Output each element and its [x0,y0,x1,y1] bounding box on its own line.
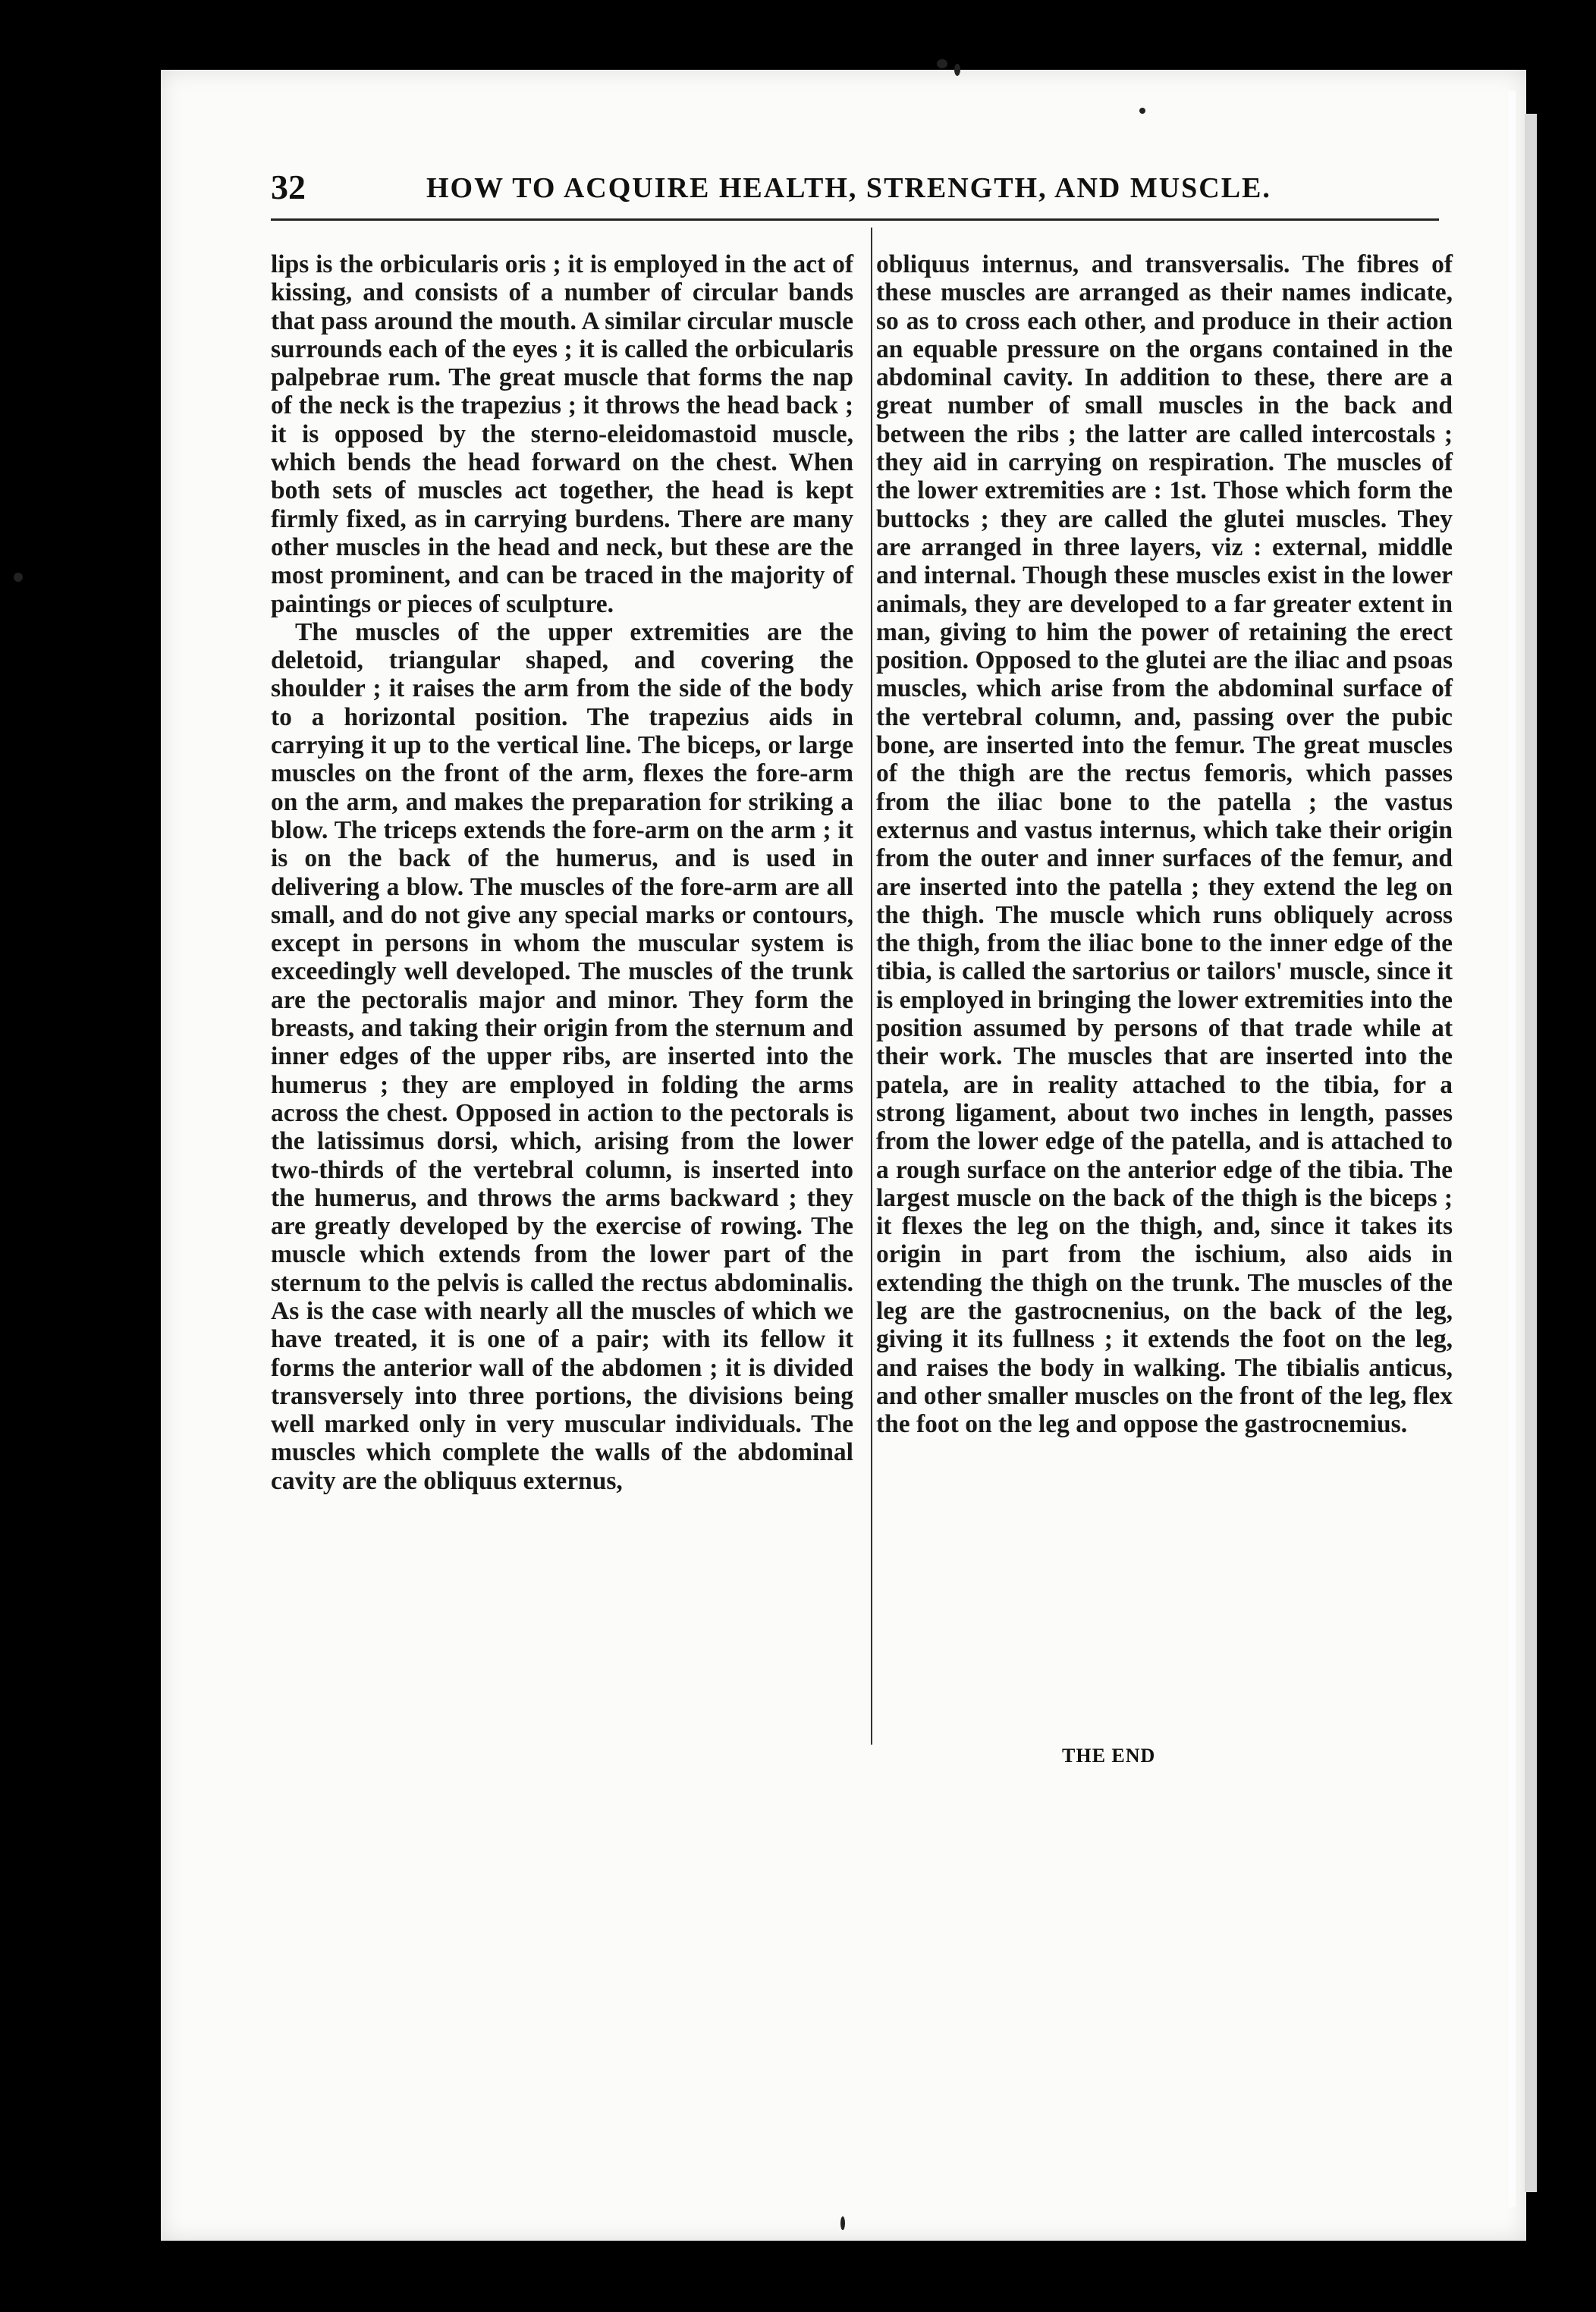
page-number: 32 [271,168,306,206]
ink-speck [14,573,23,582]
paragraph: obliquus internus, and transversalis. The fibres of these muscles are arranged as their names indicate, so as to cross each other, and produce in their action an equable pressure on the organs contained in the abdominal cavity. In addition to these, there are a great number of small muscles in the back and between the ribs ; the latter are called intercostals ; they aid in carrying on respiration. The muscles of the lower extremities are : 1st. Those which form the buttocks ; they are called the glutei muscles. They are arranged in three layers, viz : external, middle and internal. Though these muscles exist in the lower animals, they are developed to a far greater extent in man, giving to him the power of retaining the erect position. Opposed to the glutei are the iliac and psoas muscles, which arise from the abdominal surface of the vertebral column, and, passing over the pubic bone, are inserted into the femur. The great muscles of the thigh are the rectus femoris, which passes from the iliac bone to the patella ; the vastus externus and vastus internus, which take their origin from the outer and inner surfaces of the femur, and are inserted into the patella ; they extend the leg on the thigh. The muscle which runs obliquely across the thigh, from the iliac bone to the inner edge of the tibia, is called the sartorius or tailors' muscle, since it is employed in bringing the lower extremities into the position assumed by persons of that trade while at their work. The muscles that are inserted into the patela, are in reality attached to the tibia, for a strong ligament, about two inches in length, passes from the lower edge of the patella, and is attached to a rough surface on the anterior edge of the tibia. The largest muscle on the back of the thigh is the biceps ; it flexes the leg on the thigh, and, since it takes its origin in part from the ischium, also aids in extending the thigh on the trunk. The muscles of the leg are the gastrocnenius, on the back of the leg, giving it its fullness ; it extends the foot on the leg, and raises the body in walking. The tibialis anticus, and other smaller muscles on the front of the leg, flex the foot on the leg and oppose the gastrocnemius. [876,250,1453,1439]
paragraph: lips is the orbicularis oris ; it is employed in the act of kissing, and consists of a number of circular bands that pass around the mouth. A similar circular muscle surrounds each of the eyes ; it is called the orbicularis palpebrae rum. The great muscle that forms the nap of the neck is the trapezius ; it throws the head back ; it is opposed by the sterno-eleidomastoid muscle, which bends the head forward on the chest. When both sets of muscles act together, the head is kept firmly fixed, as in carrying burdens. There are many other muscles in the head and neck, but these are the most prominent, and can be traced in the majority of paintings or pieces of sculpture. [271,250,853,618]
ink-speck [954,64,960,76]
the-end-label: THE END [1062,1745,1156,1767]
left-column [271,250,853,1495]
paragraph: The muscles of the upper extremities are the deletoid, triangular shaped, and covering the shoulder ; it raises the arm from the side of the body to a horizontal position. The trapezius aids in carrying it up to the vertical line. The biceps, or large muscles on the front of the arm, flexes the fore-arm on the arm, and makes the preparation for striking a blow. The triceps extends the fore-arm on the arm ; it is on the back of the humerus, and is used in delivering a blow. The muscles of the fore-arm are all small, and do not give any special marks or contours, except in persons in whom the muscular system is exceedingly well developed. The muscles of the trunk are the pectoralis major and minor. They form the breasts, and taking their origin from the sternum and inner edges of the upper ribs, are inserted into the humerus ; they are employed in folding the arms across the chest. Opposed in action to the pectorals is the latissimus dorsi, which, arising from the lower two-thirds of the vertebral column, is inserted into the humerus, and throws the arms backward ; they are greatly developed by the exercise of rowing. The muscle which extends from the lower part of the sternum to the pelvis is called the rectus abdominalis. As is the case with nearly all the muscles of which we have treated, it is one of a pair; with its fellow it forms the anterior wall of the abdomen ; it is divided transversely into three portions, the divisions being well marked only in very muscular individuals. The muscles which complete the walls of the abdominal cavity are the obliquus externus, [271,617,853,1495]
page-edge [1525,114,1537,2192]
ink-speck [840,2216,845,2230]
column-divider [871,228,872,1745]
header-rule [271,218,1439,221]
right-column [876,250,1453,1438]
ink-speck [1139,108,1145,114]
ink-speck [937,59,947,68]
running-title: HOW TO ACQUIRE HEALTH, STRENGTH, AND MUSCLE. [426,172,1271,204]
page-edge-highlight [1508,91,1516,2207]
page-header [271,167,1477,212]
